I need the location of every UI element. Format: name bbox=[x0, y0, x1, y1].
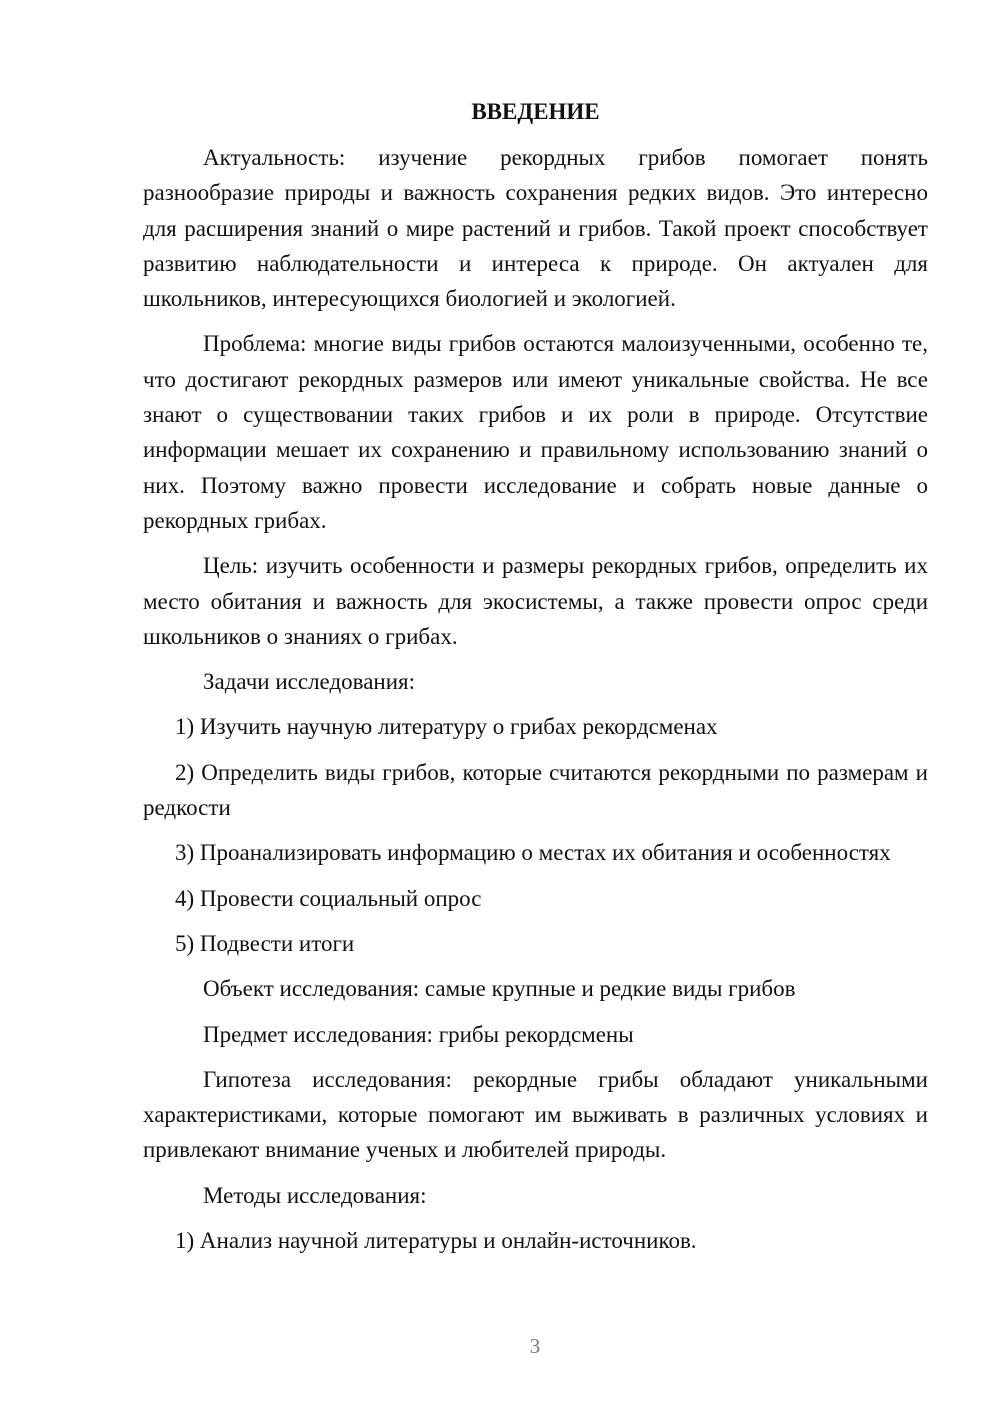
task-item: 4) Провести социальный опрос bbox=[175, 885, 482, 911]
page-content bbox=[143, 96, 928, 1258]
spacer bbox=[143, 1007, 928, 1017]
page-number: 3 bbox=[529, 1334, 541, 1358]
spacer bbox=[143, 871, 928, 881]
research-object: Объект исследования: самые крупные и редкие виды грибов bbox=[203, 976, 796, 1002]
method-item: 1) Анализ научной литературы и онлайн-источников. bbox=[175, 1228, 697, 1254]
goal-paragraph: Цель: изучить особенности и размеры рекордных грибов, определить их место обитания и важность для экосистемы, а также провести опрос среди школьников о знаниях о грибах. bbox=[143, 553, 928, 649]
hypothesis-paragraph: Гипотеза исследования: рекордные грибы обладают уникальными характеристиками, которые помогают им выживать в различных условиях и привлекают внимание ученых и любителей природы. bbox=[143, 1066, 928, 1163]
tasks-heading: Задачи исследования: bbox=[203, 669, 416, 695]
spacer bbox=[143, 825, 928, 835]
task-item: 1) Изучить научную литературу о грибах рекордсменах bbox=[175, 714, 718, 740]
spacer bbox=[143, 916, 928, 926]
methods-heading: Методы исследования: bbox=[203, 1182, 427, 1208]
spacer bbox=[143, 745, 928, 755]
problem-paragraph: Проблема: многие виды грибов остаются малоизученными, особенно те, что достигают рекордных размеров или имеют уникальные свойства. Не все знают о существовании таких грибов и их роли в природе. Отсутствие информации мешает их сохранению и правильному использованию знаний о них. Поэтому важно провести исследование и собрать новые данные о рекордных грибах. bbox=[143, 331, 928, 533]
spacer bbox=[143, 654, 928, 664]
spacer bbox=[143, 961, 928, 971]
task-item: 3) Проанализировать информацию о местах их обитания и особенностях bbox=[175, 840, 891, 866]
spacer bbox=[143, 1052, 928, 1062]
spacer bbox=[143, 1213, 928, 1223]
task-item: 2) Определить виды грибов, которые считаются рекордными по размерам и редкости bbox=[143, 759, 928, 821]
task-item: 5) Подвести итоги bbox=[175, 930, 355, 956]
spacer bbox=[143, 1168, 928, 1178]
research-subject: Предмет исследования: грибы рекордсмены bbox=[203, 1021, 634, 1047]
section-title: ВВЕДЕНИЕ bbox=[471, 99, 600, 124]
spacer bbox=[143, 699, 928, 709]
relevance-paragraph: Актуальность: изучение рекордных грибов помогает понять разнообразие природы и важность сохранения редких видов. Это интересно для расширения знаний о мире растений и грибов. Такой проект способствует развитию наблюдательности и интереса к природе. Он актуален для школьников, интересующихся биологией и экологией. bbox=[143, 145, 928, 312]
spacer bbox=[143, 538, 928, 548]
spacer bbox=[143, 316, 928, 326]
